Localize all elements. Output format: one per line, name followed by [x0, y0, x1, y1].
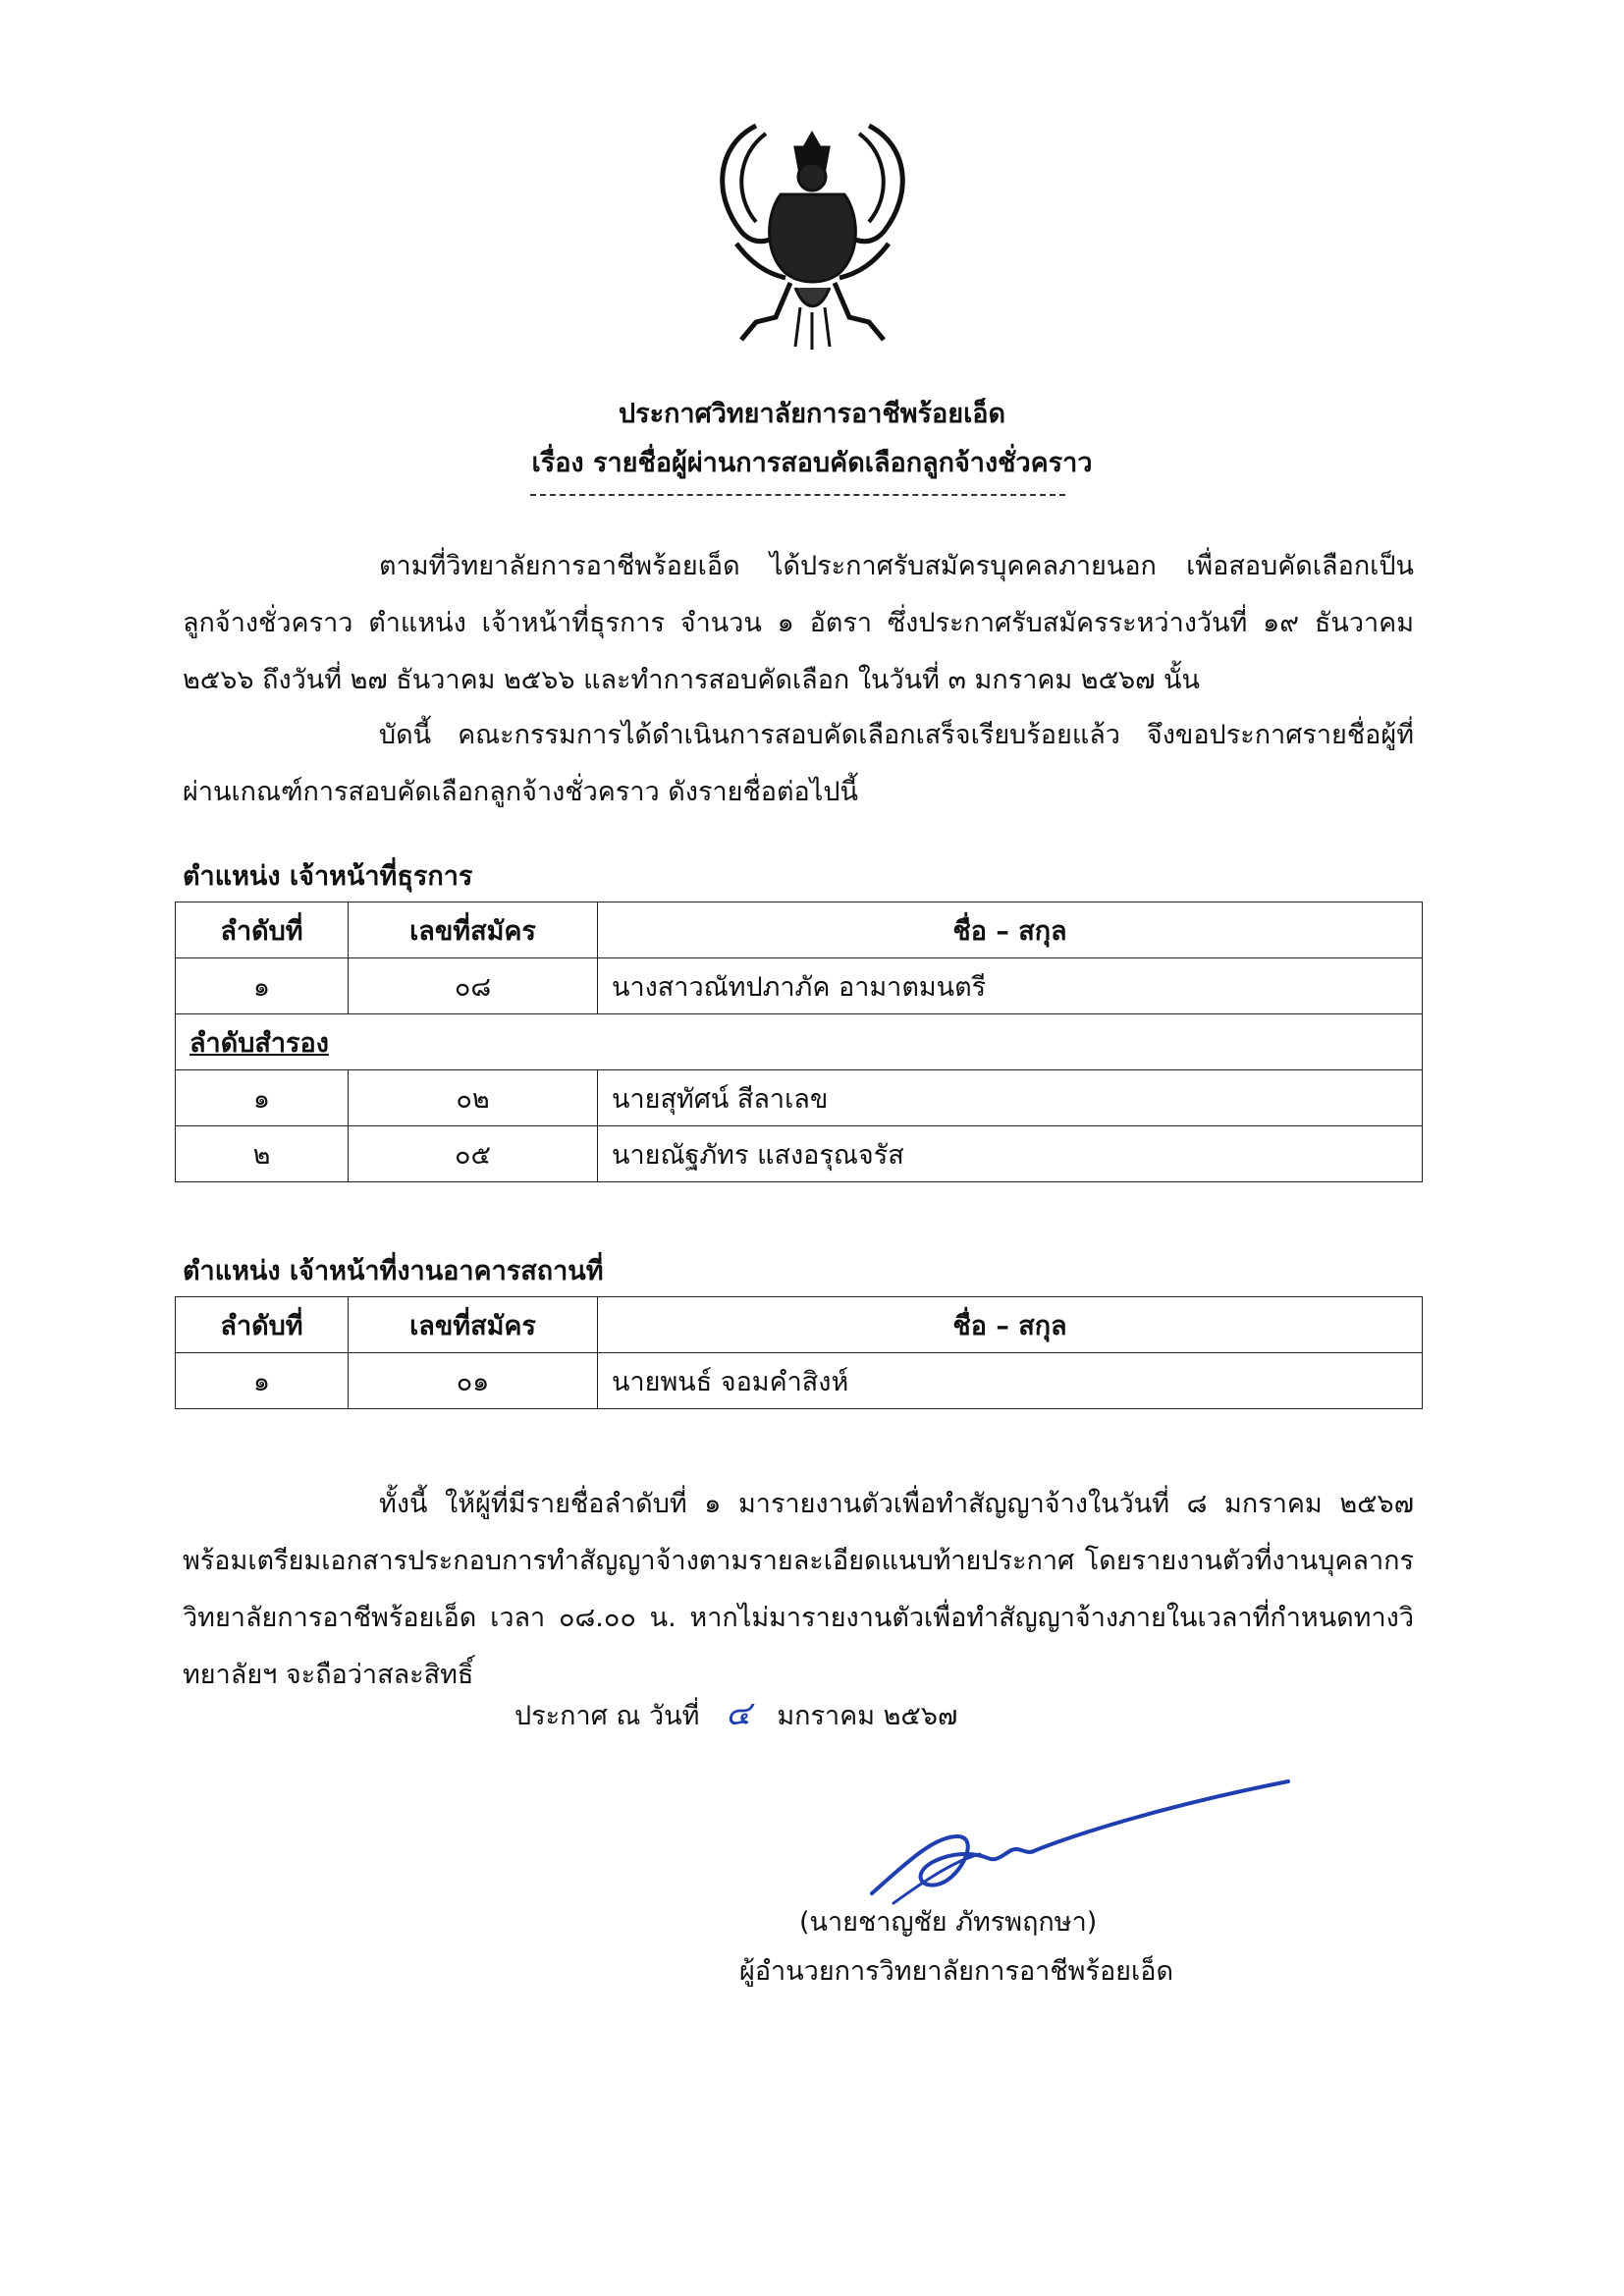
cell-name: นายสุทัศน์ สีลาเลข	[598, 1070, 1423, 1126]
header-order: ลำดับที่	[176, 1297, 349, 1353]
cell-order: ๑	[176, 958, 349, 1014]
header-name: ชื่อ – สกุล	[598, 1297, 1423, 1353]
header-app-no: เลขที่สมัคร	[349, 902, 598, 958]
cell-order: ๑	[176, 1070, 349, 1126]
cell-app-no: ๐๘	[349, 958, 598, 1014]
building-results-table	[175, 1296, 1423, 1409]
announcement-date	[514, 1694, 957, 1736]
section-title-building: ตำแหน่ง เจ้าหน้าที่งานอาคารสถานที่	[183, 1256, 604, 1286]
cell-app-no: ๐๒	[349, 1070, 598, 1126]
header-name: ชื่อ – สกุล	[598, 902, 1423, 958]
cell-name: นายพนธ์ จอมคำสิงห์	[598, 1353, 1423, 1409]
reserve-label: ลำดับสำรอง	[176, 1014, 1423, 1070]
section-title-admin: ตำแหน่ง เจ้าหน้าที่ธุรการ	[183, 861, 473, 892]
signatory-title: ผู้อำนวยการวิทยาลัยการอาชีพร้อยเอ็ด	[739, 1956, 1173, 1987]
table-row	[176, 1070, 1423, 1126]
cell-name: นายณัฐภัทร แสงอรุณจรัส	[598, 1126, 1423, 1182]
result-paragraph: บัดนี้ คณะกรรมการได้ดำเนินการสอบคัดเลือกเสร็จเรียบร้อยแล้ว จึงขอประกาศรายชื่อผู้ที่ผ่านเกณฑ์การสอบคัดเลือกลูกจ้างชั่วคราว ดังรายชื่อต่อไปนี้	[183, 720, 1414, 807]
header-order: ลำดับที่	[176, 902, 349, 958]
cell-order: ๑	[176, 1353, 349, 1409]
cell-app-no: ๐๑	[349, 1353, 598, 1409]
cell-order: ๒	[176, 1126, 349, 1182]
signature	[864, 1777, 1296, 1905]
date-day: ๔	[726, 1694, 751, 1733]
date-prefix: ประกาศ ณ วันที่	[514, 1701, 700, 1731]
announcement-title: ประกาศวิทยาลัยการอาชีพร้อยเอ็ด	[618, 399, 1006, 429]
header-app-no: เลขที่สมัคร	[349, 1297, 598, 1353]
reserve-label-row	[176, 1014, 1423, 1070]
divider	[530, 494, 1065, 496]
garuda-emblem	[697, 116, 928, 352]
closing-paragraph: ทั้งนี้ ให้ผู้ที่มีรายชื่อลำดับที่ ๑ มารายงานตัวเพื่อทำสัญญาจ้างในวันที่ ๘ มกราคม ๒๕๖๗ พร้อมเตรียมเอกสารประกอบการทำสัญญาจ้างตามรายละเอียดแนบท้ายประกาศ โดยรายงานตัวที่งานบุคลากร วิทยาลัยการอาชีพร้อยเอ็ด เวลา ๐๘.๐๐ น. หากไม่มารายงานตัวเพื่อทำสัญญาจ้างภายในเวลาที่กำหนดทางวิทยาลัยฯ จะถือว่าสละสิทธิ์	[183, 1489, 1414, 1690]
table-header-row	[176, 902, 1423, 958]
date-month-year: มกราคม ๒๕๖๗	[777, 1701, 958, 1731]
cell-name: นางสาวณัทปภาภัค อามาตมนตรี	[598, 958, 1423, 1014]
signatory-name: (นายชาญชัย ภัทรพฤกษา)	[799, 1907, 1098, 1938]
cell-app-no: ๐๕	[349, 1126, 598, 1182]
table-row	[176, 958, 1423, 1014]
table-row	[176, 1126, 1423, 1182]
announcement-subject: เรื่อง รายชื่อผู้ผ่านการสอบคัดเลือกลูกจ้างชั่วคราว	[531, 448, 1093, 478]
intro-paragraph: ตามที่วิทยาลัยการอาชีพร้อยเอ็ด ได้ประกาศรับสมัครบุคคลภายนอก เพื่อสอบคัดเลือกเป็นลูกจ้างชั่วคราว ตำแหน่ง เจ้าหน้าที่ธุรการ จำนวน ๑ อัตรา ซึ่งประกาศรับสมัครระหว่างวันที่ ๑๙ ธันวาคม ๒๕๖๖ ถึงวันที่ ๒๗ ธันวาคม ๒๕๖๖ และทำการสอบคัดเลือก ในวันที่ ๓ มกราคม ๒๕๖๗ นั้น	[183, 551, 1414, 695]
table-row	[176, 1353, 1423, 1409]
table-header-row	[176, 1297, 1423, 1353]
admin-results-table	[175, 902, 1423, 1182]
